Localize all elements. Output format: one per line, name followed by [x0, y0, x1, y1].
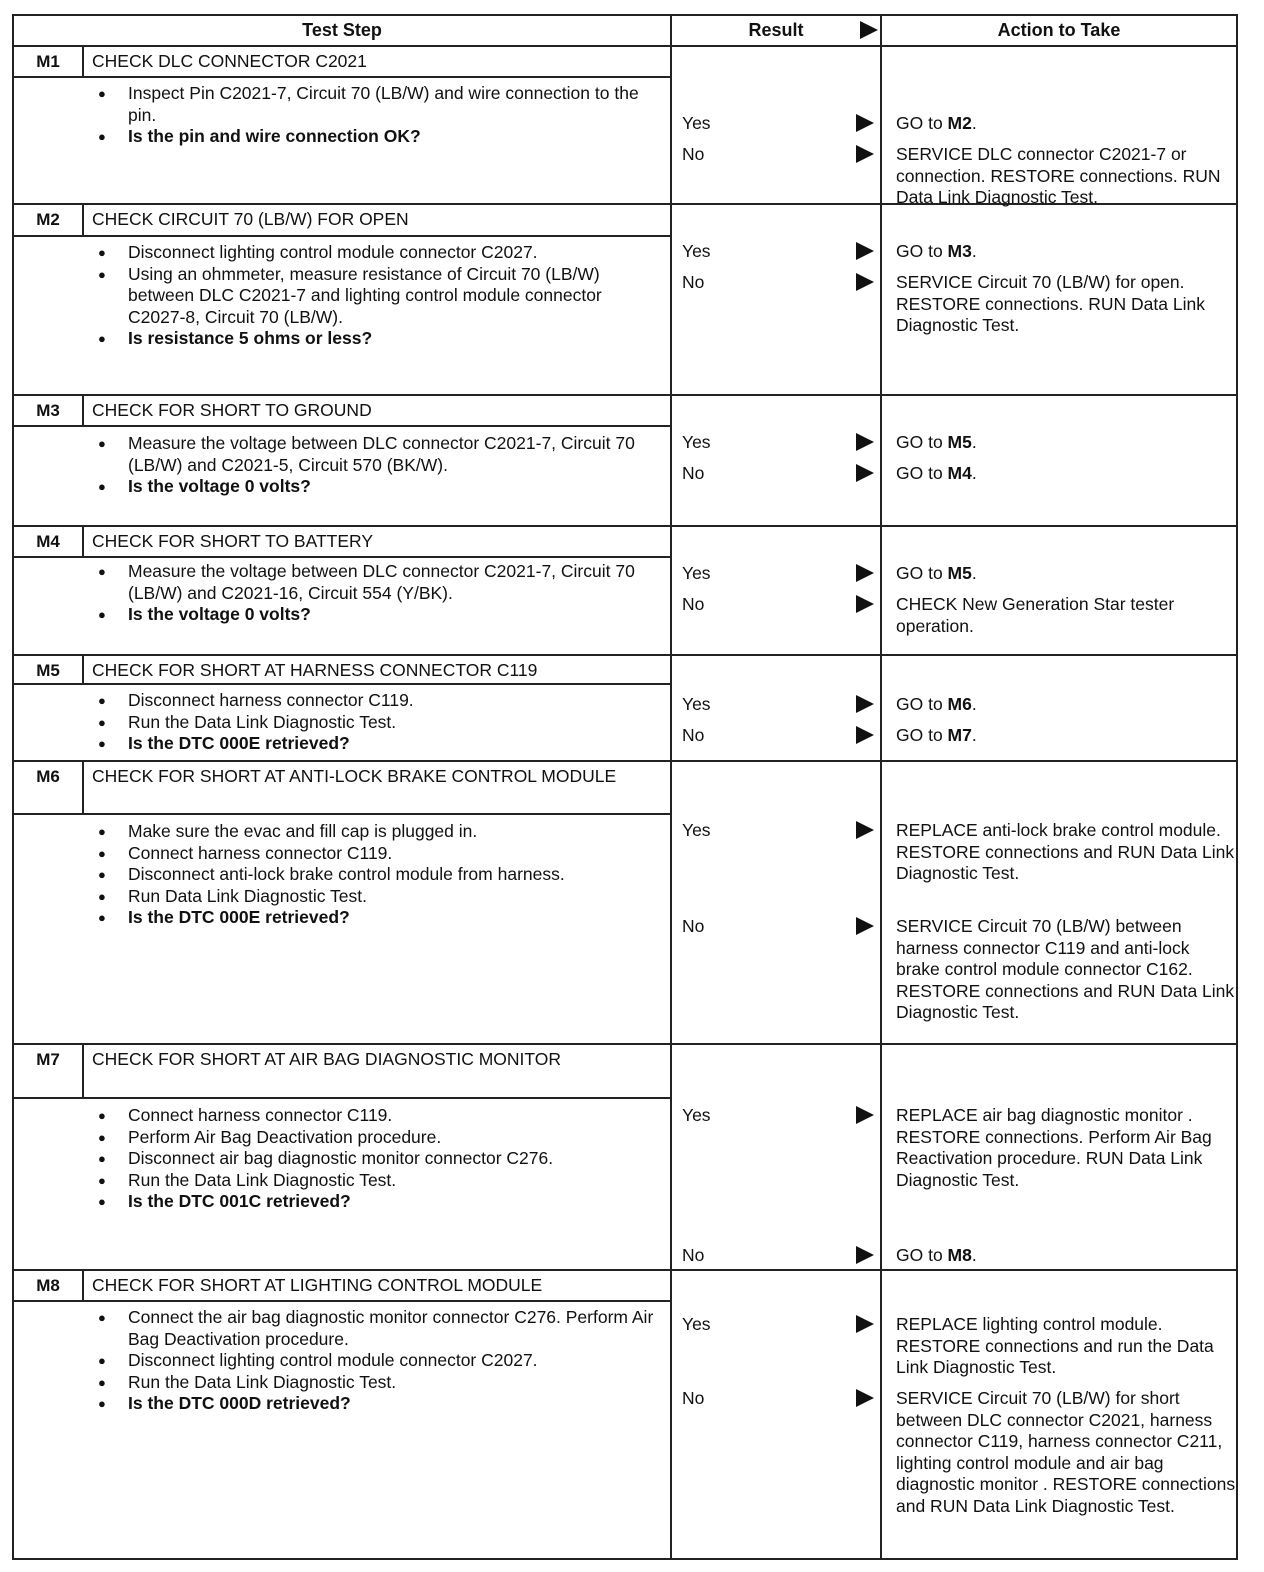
- action-yes: GO to M5.: [896, 563, 977, 583]
- action-no: SERVICE Circuit 70 (LB/W) for short between DLC connector C2021, harness connector C119, harness connector C211, lighting control module and air bag diagnostic monitor . RESTORE connections and RUN Data Link Diagnostic Test.: [896, 1388, 1236, 1516]
- action-yes: REPLACE lighting control module. RESTORE connections and run the Data Link Diagnostic Test.: [896, 1314, 1214, 1377]
- arrow-right-icon: [856, 114, 874, 132]
- step-row-m4: [14, 527, 1236, 656]
- step-link-target: M3: [947, 241, 972, 261]
- step-instructions: [94, 1105, 654, 1213]
- step-title: CHECK FOR SHORT AT HARNESS CONNECTOR C119: [92, 660, 538, 680]
- step-title: CHECK FOR SHORT AT AIR BAG DIAGNOSTIC MONITOR: [92, 1049, 562, 1069]
- arrow-right-icon: [856, 464, 874, 482]
- arrow-right-icon: [856, 145, 874, 163]
- result-yes: Yes: [682, 563, 711, 583]
- step-title: CHECK DLC CONNECTOR C2021: [92, 51, 367, 71]
- result-yes: Yes: [682, 113, 711, 133]
- arrow-right-icon: [856, 917, 874, 935]
- step-instructions: [94, 561, 654, 626]
- action-yes: REPLACE anti-lock brake control module. RESTORE connections and RUN Data Link Diagnostic Test.: [896, 820, 1235, 883]
- result-yes: Yes: [682, 820, 711, 840]
- arrow-right-icon: [856, 273, 874, 291]
- arrow-right-icon: [856, 1389, 874, 1407]
- diagnostic-table: [12, 14, 1238, 1560]
- action-yes: GO to M6.: [896, 694, 977, 714]
- instruction-item: ● Make sure the evac and fill cap is plugged in.: [94, 821, 654, 843]
- step-row-m6: [14, 762, 1236, 1045]
- instruction-item: ● Measure the voltage between DLC connector C2021-7, Circuit 70 (LB/W) and C2021-16, Circuit 554 (Y/BK).: [94, 561, 654, 604]
- result-no: No: [682, 1388, 705, 1408]
- action-no: GO to M8.: [896, 1245, 977, 1265]
- step-instructions: [94, 433, 654, 498]
- step-id: M7: [14, 1045, 84, 1097]
- instruction-item: ● Run the Data Link Diagnostic Test.: [94, 1170, 654, 1192]
- step-link-target: M5: [947, 563, 972, 583]
- action-no: GO to M7.: [896, 725, 977, 745]
- arrow-right-icon: [856, 1315, 874, 1333]
- instruction-item: ● Disconnect lighting control module connector C2027.: [94, 242, 654, 264]
- action-yes: GO to M3.: [896, 241, 977, 261]
- arrow-right-icon: [856, 1246, 874, 1264]
- arrow-right-icon: [856, 821, 874, 839]
- arrow-right-icon: [856, 564, 874, 582]
- arrow-right-icon: [856, 595, 874, 613]
- action-no: GO to M4.: [896, 463, 977, 483]
- step-row-m8: [14, 1271, 1236, 1562]
- step-title: CHECK FOR SHORT AT LIGHTING CONTROL MODULE: [92, 1275, 543, 1295]
- result-yes: Yes: [682, 694, 711, 714]
- step-question: ● Is resistance 5 ohms or less?: [94, 328, 654, 350]
- step-instructions: [94, 821, 654, 929]
- action-yes: REPLACE air bag diagnostic monitor . RESTORE connections. Perform Air Bag Reactivation procedure. RUN Data Link Diagnostic Test.: [896, 1105, 1212, 1190]
- step-title: CHECK FOR SHORT TO GROUND: [92, 400, 372, 420]
- step-row-m3: [14, 396, 1236, 527]
- action-no: SERVICE DLC connector C2021-7 or connection. RESTORE connections. RUN Data Link Diagnostic Test.: [896, 144, 1221, 207]
- arrow-right-icon: [856, 433, 874, 451]
- step-instructions: [94, 83, 654, 148]
- action-no: CHECK New Generation Star tester operation.: [896, 594, 1175, 636]
- step-title: CHECK CIRCUIT 70 (LB/W) FOR OPEN: [92, 209, 409, 229]
- instruction-item: ● Run the Data Link Diagnostic Test.: [94, 1372, 654, 1394]
- step-link-target: M2: [947, 113, 972, 133]
- step-link-target: M8: [947, 1245, 972, 1265]
- instruction-item: ● Run the Data Link Diagnostic Test.: [94, 712, 654, 734]
- step-link-target: M5: [947, 432, 972, 452]
- result-no: No: [682, 272, 705, 292]
- step-question: ● Is the voltage 0 volts?: [94, 604, 654, 626]
- arrow-right-icon: [856, 242, 874, 260]
- instruction-item: ● Inspect Pin C2021-7, Circuit 70 (LB/W) and wire connection to the pin.: [94, 83, 654, 126]
- result-no: No: [682, 144, 705, 164]
- step-id: M3: [14, 396, 84, 425]
- step-question: ● Is the DTC 000D retrieved?: [94, 1393, 654, 1415]
- instruction-item: ● Disconnect air bag diagnostic monitor connector C276.: [94, 1148, 654, 1170]
- instruction-item: ● Disconnect lighting control module connector C2027.: [94, 1350, 654, 1372]
- header-action: Action to Take: [882, 16, 1236, 47]
- step-id: M2: [14, 205, 84, 235]
- step-row-m7: [14, 1045, 1236, 1271]
- step-link-target: M6: [947, 694, 972, 714]
- step-question: ● Is the voltage 0 volts?: [94, 476, 654, 498]
- step-id: M5: [14, 656, 84, 683]
- step-question: ● Is the DTC 000E retrieved?: [94, 733, 654, 755]
- step-title-bar: [14, 762, 670, 815]
- step-id: M8: [14, 1271, 84, 1300]
- step-question: ● Is the DTC 001C retrieved?: [94, 1191, 654, 1213]
- step-instructions: [94, 242, 654, 350]
- step-title-bar: [14, 656, 670, 685]
- step-link-target: M4: [947, 463, 972, 483]
- arrow-right-icon: [856, 1106, 874, 1124]
- action-no: SERVICE Circuit 70 (LB/W) for open. RESTORE connections. RUN Data Link Diagnostic Test.: [896, 272, 1205, 335]
- step-title-bar: [14, 47, 670, 78]
- instruction-item: ● Connect the air bag diagnostic monitor connector C276. Perform Air Bag Deactivation procedure.: [94, 1307, 654, 1350]
- step-title-bar: [14, 205, 670, 237]
- step-id: M6: [14, 762, 84, 813]
- step-row-m5: [14, 656, 1236, 762]
- step-instructions: [94, 690, 654, 755]
- instruction-item: ● Measure the voltage between DLC connector C2021-7, Circuit 70 (LB/W) and C2021-5, Circuit 570 (BK/W).: [94, 433, 654, 476]
- step-title-bar: [14, 1045, 670, 1099]
- step-title-bar: [14, 396, 670, 427]
- result-yes: Yes: [682, 1314, 711, 1334]
- result-no: No: [682, 463, 705, 483]
- step-question: ● Is the pin and wire connection OK?: [94, 126, 654, 148]
- instruction-item: ● Disconnect harness connector C119.: [94, 690, 654, 712]
- step-instructions: [94, 1307, 654, 1415]
- instruction-item: ● Using an ohmmeter, measure resistance of Circuit 70 (LB/W) between DLC C2021-7 and lighting control module connector C2027-8, Circuit 70 (LB/W).: [94, 264, 654, 329]
- result-no: No: [682, 725, 705, 745]
- step-id: M1: [14, 47, 84, 76]
- header-arrow-icon: [860, 21, 878, 39]
- instruction-item: ● Connect harness connector C119.: [94, 843, 654, 865]
- step-link-target: M7: [947, 725, 972, 745]
- step-row-m2: [14, 205, 1236, 396]
- header-test-step: Test Step: [14, 16, 670, 47]
- action-yes: GO to M5.: [896, 432, 977, 452]
- header-result: Result: [672, 16, 880, 47]
- arrow-right-icon: [856, 695, 874, 713]
- step-row-m1: [14, 47, 1236, 205]
- result-no: No: [682, 1245, 705, 1265]
- instruction-item: ● Disconnect anti-lock brake control module from harness.: [94, 864, 654, 886]
- result-no: No: [682, 916, 705, 936]
- step-question: ● Is the DTC 000E retrieved?: [94, 907, 654, 929]
- result-yes: Yes: [682, 432, 711, 452]
- action-yes: GO to M2.: [896, 113, 977, 133]
- result-yes: Yes: [682, 241, 711, 261]
- instruction-item: ● Connect harness connector C119.: [94, 1105, 654, 1127]
- arrow-right-icon: [856, 726, 874, 744]
- step-title: CHECK FOR SHORT TO BATTERY: [92, 531, 374, 551]
- action-no: SERVICE Circuit 70 (LB/W) between harness connector C119 and anti-lock brake control module connector C162. RESTORE connections and RUN Data Link Diagnostic Test.: [896, 916, 1235, 1022]
- step-title-bar: [14, 1271, 670, 1302]
- result-yes: Yes: [682, 1105, 711, 1125]
- instruction-item: ● Perform Air Bag Deactivation procedure.: [94, 1127, 654, 1149]
- step-title: CHECK FOR SHORT AT ANTI-LOCK BRAKE CONTROL MODULE: [92, 766, 617, 786]
- step-id: M4: [14, 527, 84, 556]
- step-title-bar: [14, 527, 670, 558]
- instruction-item: ● Run Data Link Diagnostic Test.: [94, 886, 654, 908]
- result-no: No: [682, 594, 705, 614]
